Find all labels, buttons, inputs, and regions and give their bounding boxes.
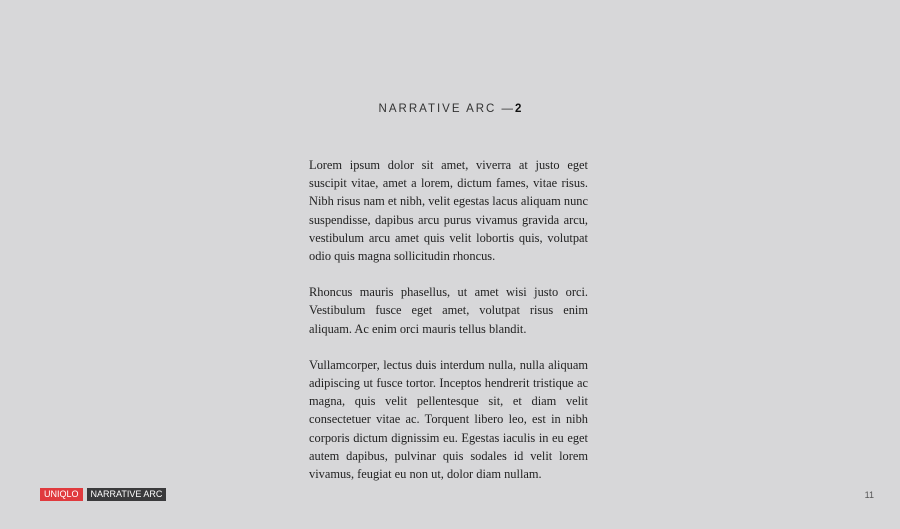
paragraph-2: Rhoncus mauris phasellus, ut amet wisi justo orci. Vestibulum fusce eget amet, volutpat risus enim aliquam. Ac enim orci mauris tellus blandit.	[309, 285, 588, 336]
footer-tags	[40, 488, 166, 501]
page-heading-number: 2	[515, 103, 522, 115]
paragraph-1: Lorem ipsum dolor sit amet, viverra at justo eget suscipit vitae, amet a lorem, dictum fames, vitae risus. Nibh risus nam et nibh, velit egestas lacus aliquam nunc suspendisse, dapibus arcu purus vivamus gravida arcu, vestibulum arcu amet quis velit lobortis quis, volutpat odio quis magna sollicitudin rhoncus.	[309, 158, 588, 264]
page-heading-title: NARRATIVE ARC —	[378, 103, 516, 115]
body-text	[309, 156, 588, 501]
page-heading	[0, 103, 900, 115]
section-tag: NARRATIVE ARC	[87, 488, 167, 501]
paragraph-3: Vullamcorper, lectus duis interdum nulla, nulla aliquam adipiscing ut fusce tortor. Inceptos hendrerit tristique ac magna, quis velit pellentesque sit, et diam velit consectetuer vitae ac. Torquent libero leo, est in nibh corporis dictum dignissim eu. Egestas iaculis in eu eget autem dapibus, pulvinar quis sodales id velit lorem vivamus, feugiat eu non ut, dolor diam nullam.	[309, 357, 588, 482]
brand-tag: UNIQLO	[40, 488, 83, 501]
page-number: 11	[864, 490, 874, 500]
